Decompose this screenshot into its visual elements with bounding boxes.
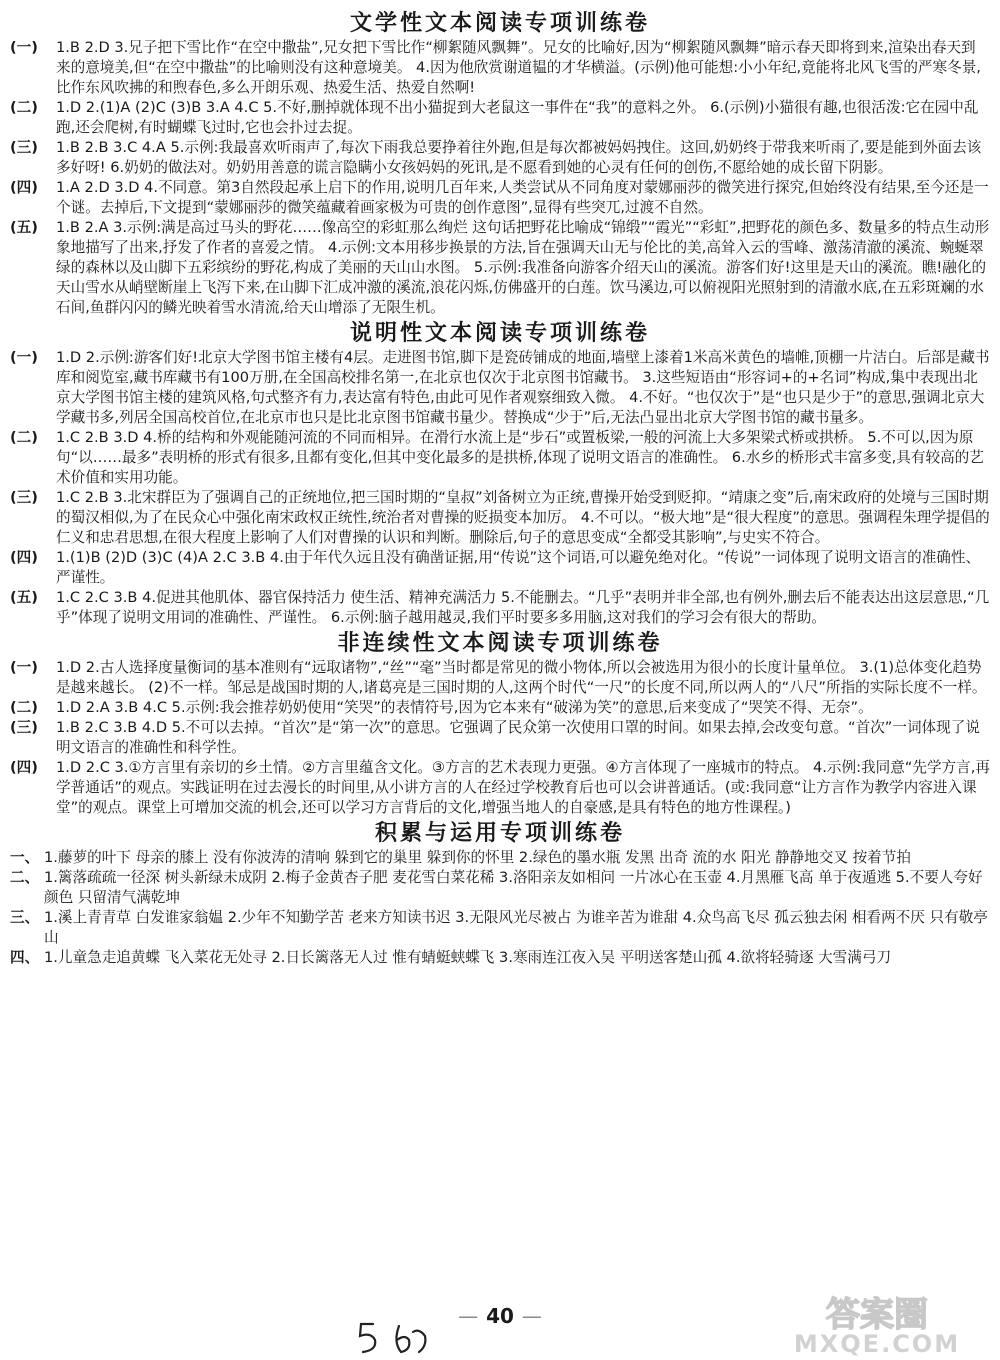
answer-item bbox=[10, 588, 990, 628]
answer-item bbox=[10, 548, 990, 588]
item-text: 1.D 2.示例:游客们好!北京大学图书馆主楼有4层。走进图书馆,脚下是瓷砖铺成的地面,墙壁上漆着1米高米黄色的墙帷,顶棚一片洁白。后部是藏书库和阅览室,藏书库藏书有100万册,在全国高校排名第一,在北京也仅次于北京图书馆藏书。 3.这些短语由“形容词+的+名词”构成,集中表现出北京大学图书馆主楼的建筑风格,句式整齐有力,表达富有特色,由此可见作者观察细致入微。 4.不好。“也仅次于”是“也只是少于”的意思,强调北京大学藏书多,列居全国高校首位,在北京市也只是比北京图书馆藏书量少。替换成“少于”后,无法凸显出北京大学图书馆的藏书量多。 bbox=[56, 349, 990, 426]
item-label: (二) bbox=[10, 699, 38, 716]
item-text: 1.儿童急走追黄蝶 飞入菜花无处寻 2.日长篱落无人过 惟有蜻蜓蛱蝶飞 3.寒雨连江夜入吴 平明送客楚山孤 4.欲将轻骑逐 大雪满弓刀 bbox=[44, 949, 892, 966]
answer-item bbox=[10, 218, 990, 318]
answer-item bbox=[10, 658, 990, 698]
page-number: 40 bbox=[486, 1304, 514, 1328]
watermark-logo bbox=[760, 1290, 995, 1358]
footer-dash: — bbox=[458, 1304, 479, 1328]
watermark-text: 答案圈 bbox=[826, 1295, 928, 1335]
handwritten-mark bbox=[355, 1318, 445, 1358]
item-text: 1.溪上青青草 白发谁家翁媪 2.少年不知勤学苦 老来方知读书迟 3.无限风光尽被占 为谁辛苦为谁甜 4.众鸟高飞尽 孤云独去闲 相看两不厌 只有敬亭山 bbox=[44, 909, 988, 946]
item-text: 1.D 2.A 3.B 4.C 5.示例:我会推荐奶奶使用“笑哭”的表情符号,因为它本来有“破涕为笑”的意思,后来变成了“哭笑不得、无奈”。 bbox=[56, 699, 873, 716]
watermark-url: MXQE.COM bbox=[793, 1330, 961, 1358]
item-label: 三、 bbox=[10, 909, 40, 926]
answer-item bbox=[10, 868, 990, 908]
answer-item bbox=[10, 848, 990, 868]
item-label: (一) bbox=[10, 39, 38, 56]
item-label: (五) bbox=[10, 219, 38, 236]
item-text: 1.D 2.(1)A (2)C (3)B 3.A 4.C 5.不好,删掉就体现不出小猫捉到大老鼠这一事件在“我”的意料之外。 6.(示例)小猫很有趣,也很活泼:它在园中乱跑,还会爬树,有时蝴蝶飞过时,它也会扑过去捉。 bbox=[56, 99, 979, 136]
item-label: (四) bbox=[10, 759, 38, 776]
item-label: (三) bbox=[10, 489, 38, 506]
item-text: 1.B 2.D 3.兄子把下雪比作“在空中撒盐”,兄女把下雪比作“柳絮随风飘舞”。兄女的比喻好,因为“柳絮随风飘舞”暗示春天即将到来,渲染出春天到来的意境美,但“在空中撒盐”的比喻则没有这种意境美。 4.因为他欣赏谢道韫的才华横溢。(示例)他可能想:小小年纪,竟能将北风飞雪的严寒冬景,比作东风吹拂的和煦春色,多么开朗乐观、热爱生活、热爱自然啊! bbox=[56, 39, 981, 96]
item-label: (四) bbox=[10, 549, 38, 566]
section-title: 积累与运用专项训练卷 bbox=[374, 821, 625, 846]
item-label: 四、 bbox=[10, 949, 40, 966]
item-text: 1.(1)B (2)D (3)C (4)A 2.C 3.B 4.由于年代久远且没有确凿证据,用“传说”这个词语,可以避免绝对化。“传说”一词体现了说明文语言的准确性、严谨性。 bbox=[56, 549, 981, 586]
item-label: (一) bbox=[10, 659, 38, 676]
section-title: 说明性文本阅读专项训练卷 bbox=[349, 321, 650, 346]
item-label: (二) bbox=[10, 429, 38, 446]
item-text: 1.A 2.D 3.D 4.不同意。第3自然段起承上启下的作用,说明几百年来,人类尝试从不同角度对蒙娜丽莎的微笑进行探究,但始终没有结果,至今还是一个谜。去掉后,下文提到“蒙娜丽莎的微笑蕴藏着画家极为可贵的创作意图”,显得有些突兀,过渡不自然。 bbox=[56, 179, 989, 216]
item-text: 1.D 2.古人选择度量衡词的基本准则有“远取诸物”,“丝”“毫”当时都是常见的微小物体,所以会被选用为很小的长度计量单位。 3.(1)总体变化趋势是越来越长。 (2)不一样。邹忌是战国时期的人,诸葛亮是三国时期的人,这两个时代“一尺”的长度不同,所以两人的“八尺”所指的实际长度不一样。 bbox=[56, 659, 987, 696]
answer-item bbox=[10, 38, 990, 98]
answer-item bbox=[10, 758, 990, 818]
item-text: 1.B 2.C 3.B 4.D 5.不可以去掉。“首次”是“第一次”的意思。它强调了民众第一次使用口罩的时间。如果去掉,会改变句意。“首次”一词体现了说明文语言的准确性和科学性。 bbox=[56, 719, 980, 756]
item-label: 二、 bbox=[10, 869, 40, 886]
item-label: (一) bbox=[10, 349, 38, 366]
item-text: 1.篱落疏疏一径深 树头新绿未成阴 2.梅子金黄杏子肥 麦花雪白菜花稀 3.洛阳亲友如相问 一片冰心在玉壶 4.月黑雁飞高 单于夜遁逃 5.不要人夸好颜色 只留清气满乾坤 bbox=[44, 869, 983, 906]
section-title: 非连续性文本阅读专项训练卷 bbox=[337, 631, 663, 656]
answer-item bbox=[10, 948, 990, 968]
answer-item bbox=[10, 488, 990, 548]
answer-item bbox=[10, 908, 990, 948]
answer-item bbox=[10, 98, 990, 138]
item-label: (二) bbox=[10, 99, 38, 116]
item-text: 1.B 2.B 3.C 4.A 5.示例:我最喜欢听雨声了,每次下雨我总要挣着往外跑,但是每次都被妈妈拽住。这回,奶奶终于带我来听雨了,要是能到外面去该多好呀! 6.奶奶的做法对。奶奶用善意的谎言隐瞒小女孩妈妈的死讯,是不愿看到她的心灵有任何的创伤,不愿给她的成长留下阴影。 bbox=[56, 139, 982, 176]
item-text: 1.C 2.B 3.D 4.桥的结构和外观能随河流的不同而相异。在滑行水流上是“步石”或置板梁,一般的河流上大多架梁式桥或拱桥。 5.不可以,因为原句“以……最多”表明桥的形式有很多,且都有变化,但其中变化最多的是拱桥,体现了说明文语言的准确性。 6.水乡的桥形式丰富多变,具有较高的艺术价值和实用功能。 bbox=[56, 429, 984, 486]
item-text: 1.C 2.C 3.B 4.促进其他肌体、器官保持活力 使生活、精神充满活力 5.不能删去。“几乎”表明并非全部,也有例外,删去后不能表达出这层意思,“几乎”体现了说明文用词的准确性、严谨性。 6.示例:脑子越用越灵,我们平时要多多用脑,这对我们的学习会有很大的帮助。 bbox=[56, 589, 990, 626]
answer-item bbox=[10, 718, 990, 758]
item-label: (五) bbox=[10, 589, 38, 606]
section-title: 文学性文本阅读专项训练卷 bbox=[349, 11, 650, 36]
item-text: 1.藤萝的叶下 母亲的膝上 没有你波涛的清响 躲到它的巢里 躲到你的怀里 2.绿色的墨水瓶 发黑 出奇 流的水 阳光 静静地交叉 按着节拍 bbox=[44, 849, 911, 866]
answer-item bbox=[10, 428, 990, 488]
answer-page bbox=[10, 8, 990, 968]
item-text: 1.C 2.B 3.北宋群臣为了强调自己的正统地位,把三国时期的“皇叔”刘备树立为正统,曹操开始受到贬抑。“靖康之变”后,南宋政府的处境与三国时期的蜀汉相似,为了在民众心中强化南宋政权正统性,统治者对曹操的贬损变本加厉。 4.不可以。“极大地”是“很大程度”的意思。强调程朱理学提倡的仁义和忠君思想,在很大程度上影响了人们对曹操的认识和判断。删除后,句子的意思变成“全都受其影响”,与史实不符合。 bbox=[56, 489, 990, 546]
item-text: 1.B 2.A 3.示例:满是高过马头的野花……像高空的彩虹那么绚烂 这句话把野花比喻成“锦缎”“霞光”“彩虹”,把野花的颜色多、数量多的特点生动形象地描写了出来,抒发了作者的喜爱之情。 4.示例:文本用移步换景的方法,旨在强调天山无与伦比的美,高耸入云的雪峰、激荡清澈的溪流、蜿蜒翠绿的森林以及山脚下五彩缤纷的野花,构成了美丽的天山山水图。 5.示例:我准备向游客介绍天山的溪流。游客们好!这里是天山的溪流。瞧!融化的天山雪水从峭壁断崖上飞泻下来,在山脚下汇成冲激的溪流,浪花闪烁,仿佛盛开的白莲。饮马溪边,可以俯视阳光照射到的清澈水底,在五彩斑斓的水石间,鱼群闪闪的鳞光映着雪水清流,给天山增添了无限生机。 bbox=[56, 219, 990, 316]
item-label: (三) bbox=[10, 139, 38, 156]
item-label: (四) bbox=[10, 179, 38, 196]
item-label: 一、 bbox=[10, 849, 40, 866]
footer-dash: — bbox=[521, 1304, 542, 1328]
answer-item bbox=[10, 138, 990, 178]
item-label: (三) bbox=[10, 719, 38, 736]
answer-item bbox=[10, 698, 990, 718]
item-text: 1.D 2.C 3.①方言里有亲切的乡土情。②方言里蕴含文化。③方言的艺术表现力更强。④方言体现了一座城市的特点。 4.示例:我同意“先学方言,再学普通话”的观点。实践证明在过去漫长的时间里,从小讲方言的人在经过学校教育后也可以会讲普通话。(或:我同意“让方言作为教学内容进入课堂”的观点。课堂上可增加交流的机会,还可以学习方言背后的文化,增强当地人的自豪感,是具有特色的地方性课程。) bbox=[56, 759, 990, 816]
answer-item bbox=[10, 178, 990, 218]
answer-item bbox=[10, 348, 990, 428]
